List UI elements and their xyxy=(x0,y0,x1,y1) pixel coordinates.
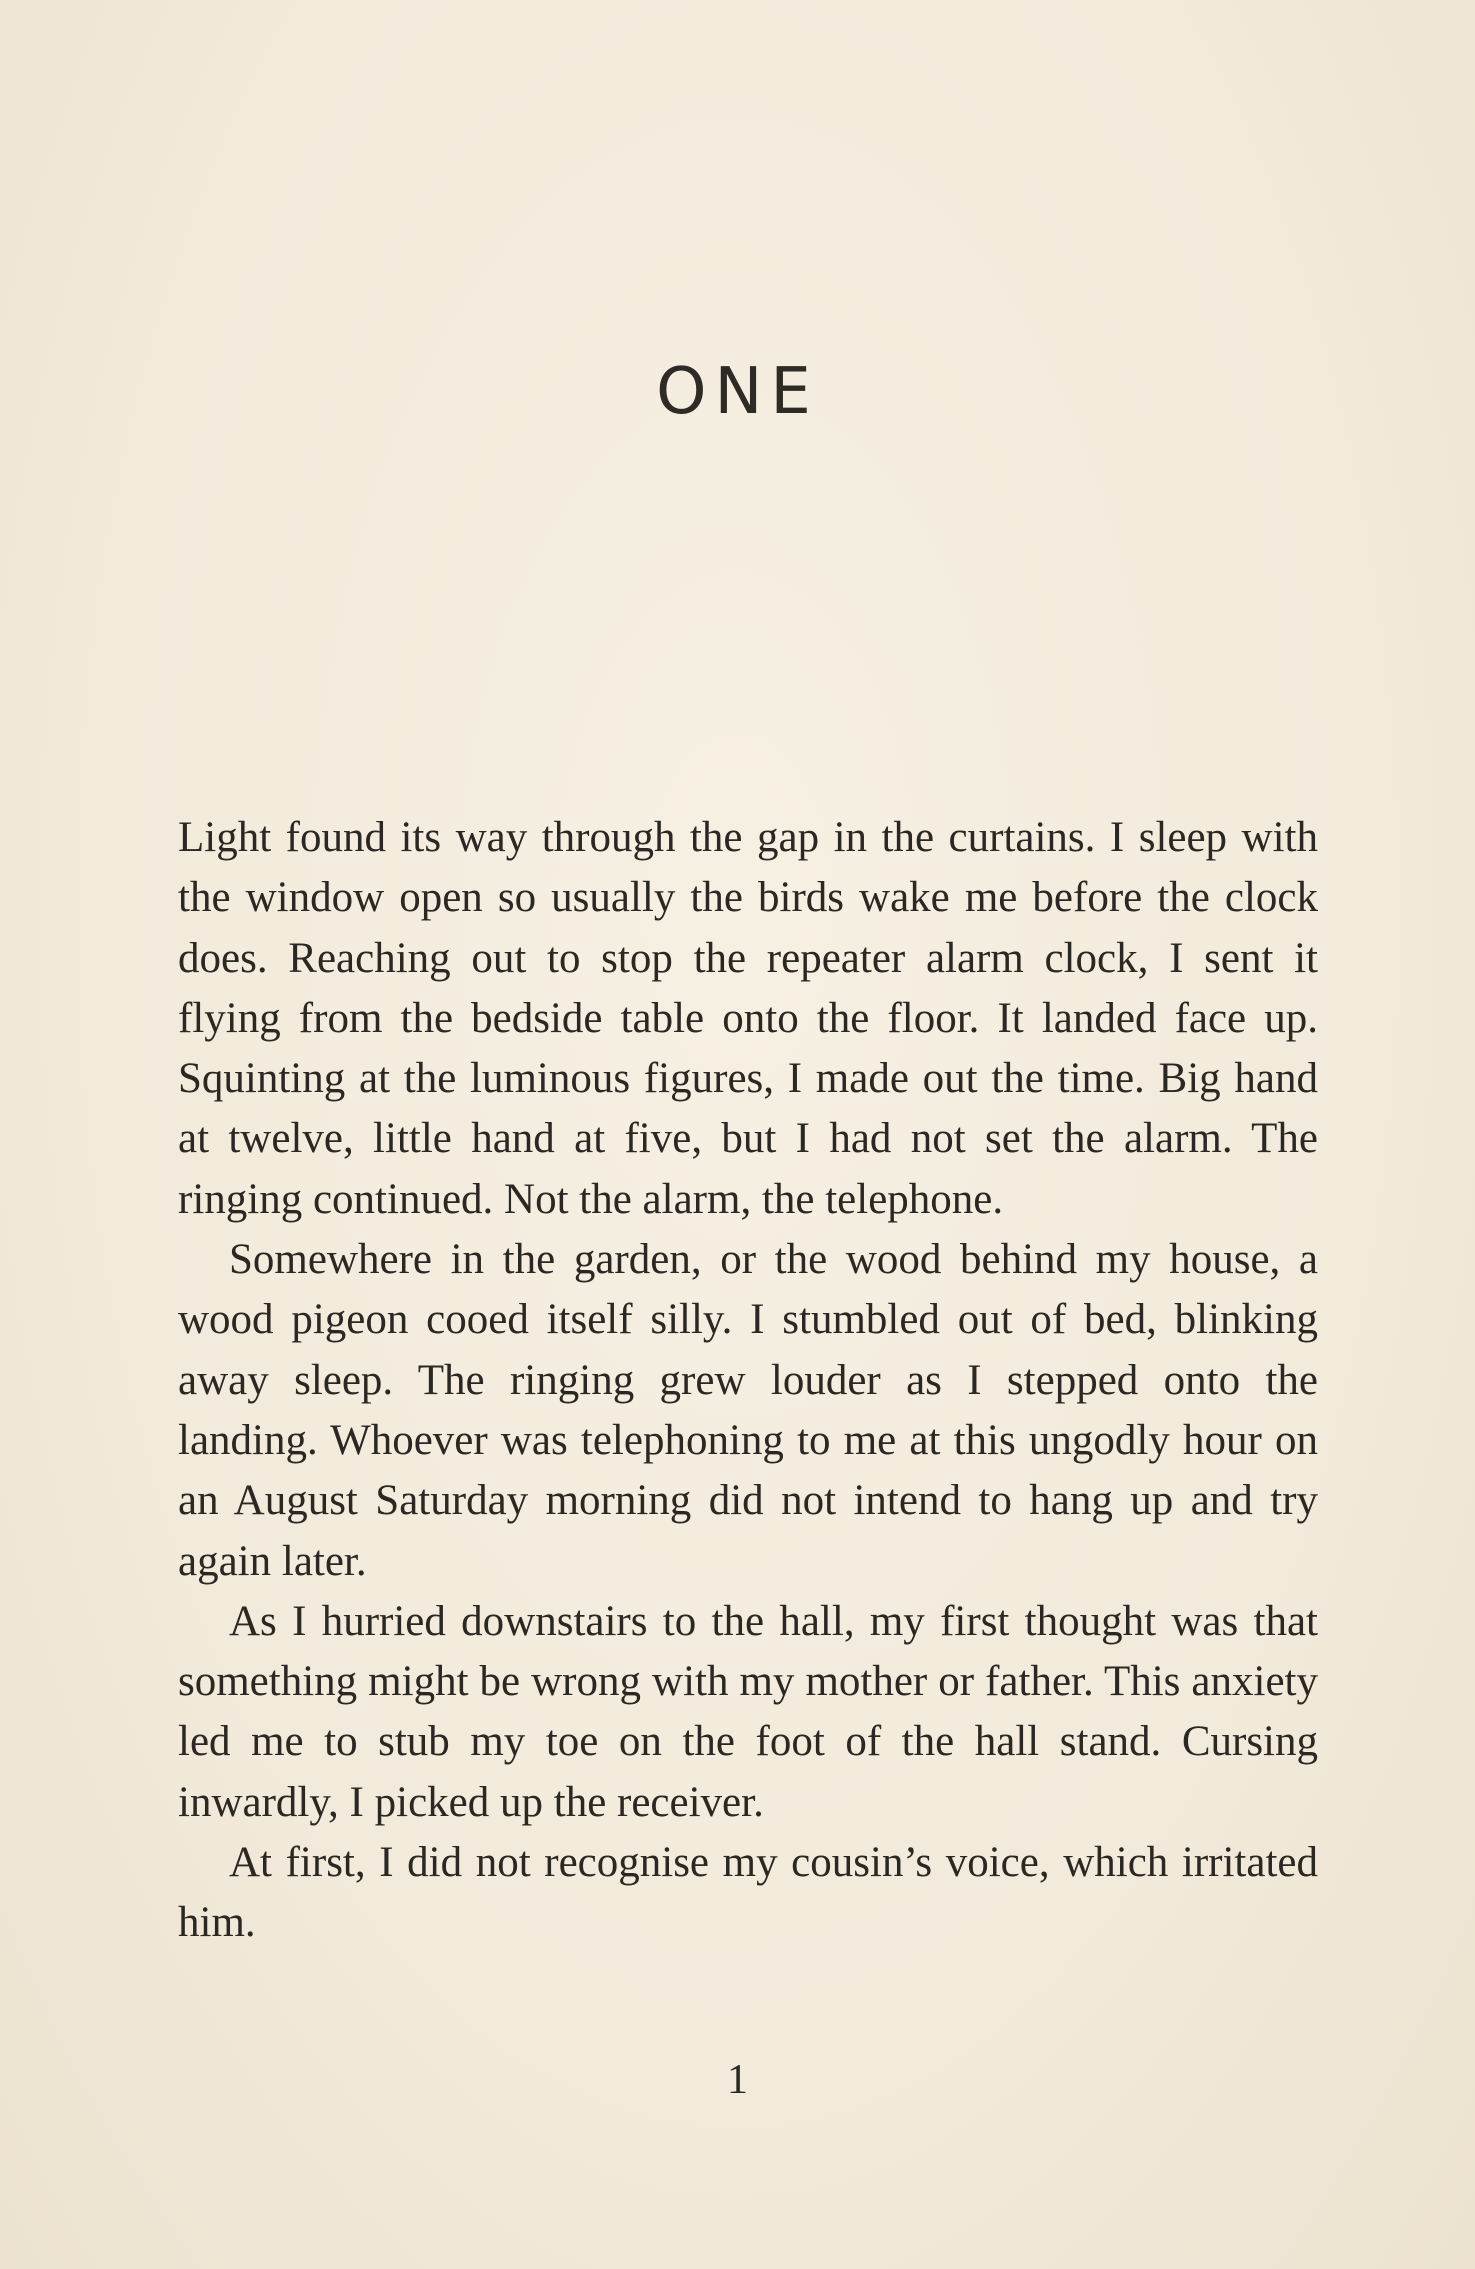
page-number: 1 xyxy=(727,2057,748,2103)
paragraph: Light found its way through the gap in the curtains. I sleep with the window open so usually the birds wake me before the clock does. Reaching out to stop the repeater alarm clock, I sent it flying from the bedside table onto the floor. It landed face up. Squinting at the luminous figures, I made out the time. Big hand at twelve, little hand at five, but I had not set the alarm. The ringing continued. Not the alarm, the telephone. xyxy=(178,814,1318,1223)
chapter-body xyxy=(178,808,1318,1954)
paragraph: As I hurried downstairs to the hall, my first thought was that something might be wrong with my mother or father. This anxiety led me to stub my toe on the foot of the hall stand. Cursing inwardly, I picked up the receiver. xyxy=(178,1597,1318,1826)
paragraph: Somewhere in the garden, or the wood behind my house, a wood pigeon cooed itself silly. I stumbled out of bed, blinking away sleep. The ringing grew louder as I stepped onto the landing. Whoever was telephoning to me at this ungodly hour on an August Saturday morning did not intend to hang up and try again later. xyxy=(178,1236,1318,1585)
paragraph: At first, I did not recognise my cousin’s voice, which irritated him. xyxy=(178,1839,1318,1947)
chapter-title: ONE xyxy=(656,355,819,429)
